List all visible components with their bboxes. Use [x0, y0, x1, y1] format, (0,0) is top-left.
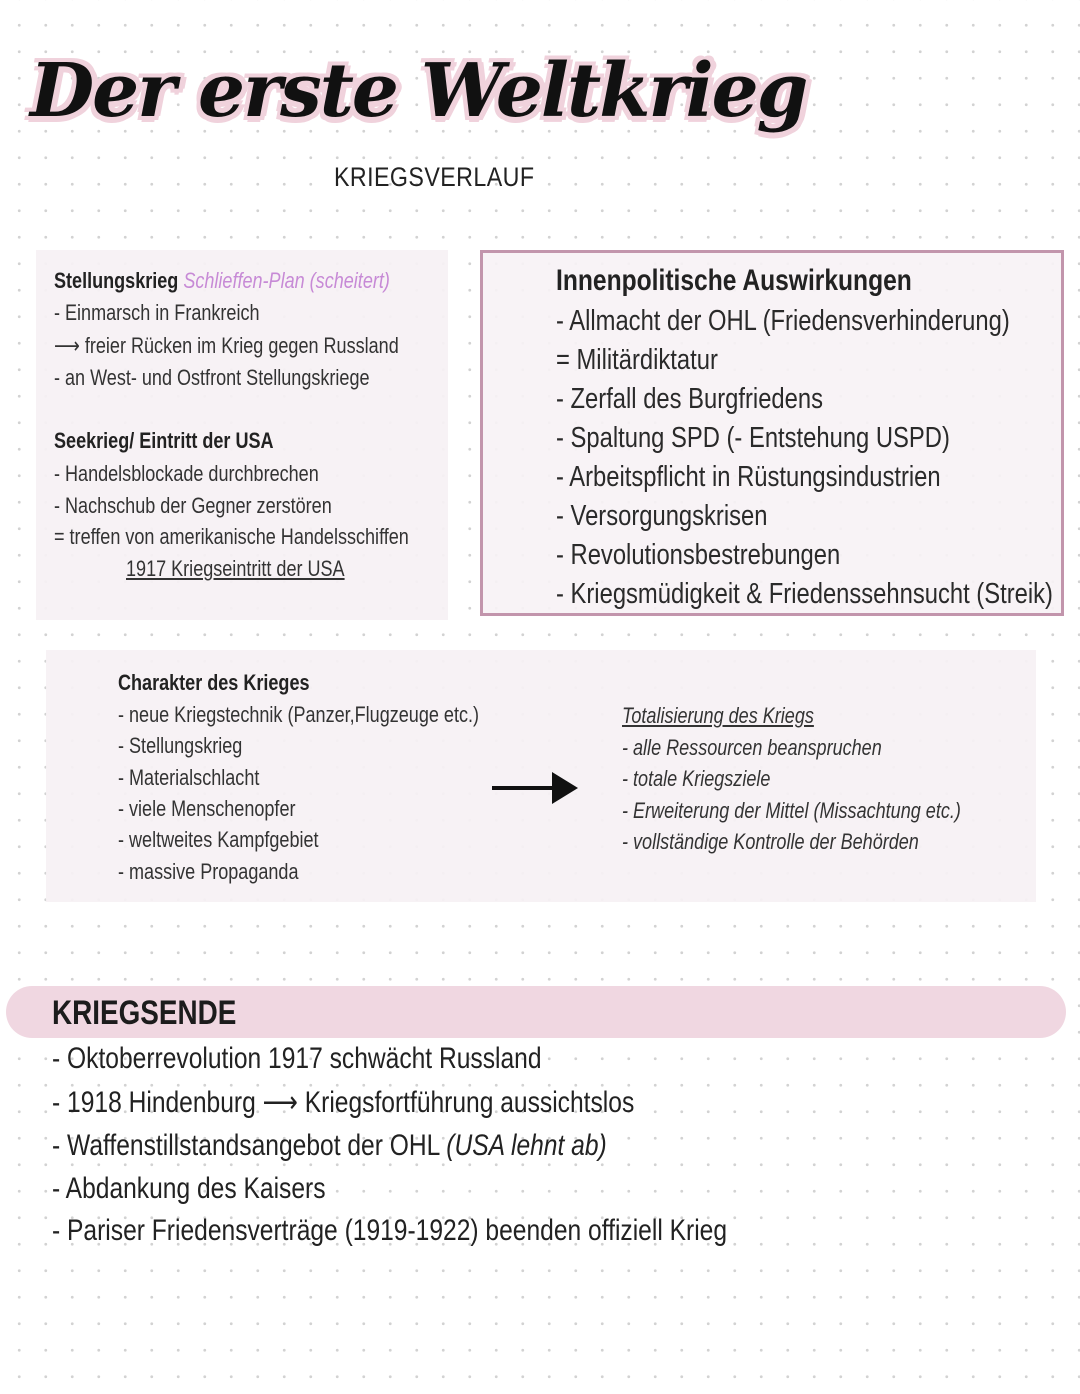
kriegsende-line: - Abdankung des Kaisers [52, 1172, 326, 1205]
charakter-line: - weltweites Kampfgebiet [118, 827, 319, 852]
innenpolitik-line: - Kriegsmüdigkeit & Friedenssehnsucht (Streik) [556, 578, 1053, 610]
kriegsende-line: - 1918 Hindenburg ⟶ Kriegsfortführung aussichtslos [52, 1086, 635, 1119]
innenpolitik-line: - Arbeitspflicht in Rüstungsindustrien [556, 461, 941, 493]
page-title: Der erste Weltkrieg [30, 48, 807, 134]
stellungskrieg-title: Stellungskrieg [54, 268, 179, 293]
totalisierung-line: - vollständige Kontrolle der Behörden [622, 829, 919, 854]
totalisierung-heading: Totalisierung des Kriegs [622, 703, 814, 728]
kriegsende-line: - Oktoberrevolution 1917 schwächt Russland [52, 1042, 542, 1075]
innenpolitik-heading: Innenpolitische Auswirkungen [556, 264, 912, 297]
box1-line: - Handelsblockade durchbrechen [54, 461, 319, 486]
innenpolitik-line: - Versorgungskrisen [556, 500, 768, 532]
right-arrow-icon [490, 770, 580, 806]
box1-line: - Einmarsch in Frankreich [54, 300, 260, 325]
kriegsende-line: - Pariser Friedensverträge (1919-1922) beenden offiziell Krieg [52, 1214, 728, 1247]
charakter-line: - massive Propaganda [118, 859, 299, 884]
page-subtitle: KRIEGSVERLAUF [334, 162, 535, 192]
box1-line: - an West- und Ostfront Stellungskriege [54, 365, 370, 390]
stellungskrieg-heading [54, 268, 390, 294]
kriegsende-line-text: - Waffenstillstandsangebot der OHL [52, 1129, 440, 1162]
box1-line: = treffen von amerikanische Handelsschiffen [54, 524, 409, 549]
seekrieg-heading: Seekrieg/ Eintritt der USA [54, 428, 274, 453]
box1-line: ⟶ freier Rücken im Krieg gegen Russland [54, 333, 399, 358]
schlieffen-note: Schlieffen-Plan (scheitert) [183, 268, 390, 293]
header [30, 48, 807, 198]
innenpolitik-line: - Spaltung SPD (- Entstehung USPD) [556, 422, 950, 454]
usa-lehnt-ab-note: (USA lehnt ab) [446, 1129, 607, 1162]
charakter-line: - Stellungskrieg [118, 733, 243, 758]
usa-entry-note: 1917 Kriegseintritt der USA [126, 556, 345, 581]
innenpolitik-line: - Revolutionsbestrebungen [556, 539, 841, 571]
charakter-line: - Materialschlacht [118, 765, 260, 790]
charakter-line: - neue Kriegstechnik (Panzer,Flugzeuge etc.) [118, 702, 480, 727]
charakter-line: - viele Menschenopfer [118, 796, 296, 821]
innenpolitik-line: = Militärdiktatur [556, 344, 718, 376]
charakter-heading: Charakter des Krieges [118, 670, 310, 695]
totalisierung-line: - Erweiterung der Mittel (Missachtung etc.) [622, 798, 961, 823]
kriegsende-line [52, 1128, 607, 1164]
totalisierung-line: - alle Ressourcen beanspruchen [622, 735, 882, 760]
kriegsende-title: KRIEGSENDE [52, 994, 237, 1032]
innenpolitik-line: - Allmacht der OHL (Friedensverhinderung) [556, 305, 1010, 337]
box1-line: - Nachschub der Gegner zerstören [54, 493, 332, 518]
innenpolitik-line: - Zerfall des Burgfriedens [556, 383, 823, 415]
totalisierung-line: - totale Kriegsziele [622, 766, 771, 791]
